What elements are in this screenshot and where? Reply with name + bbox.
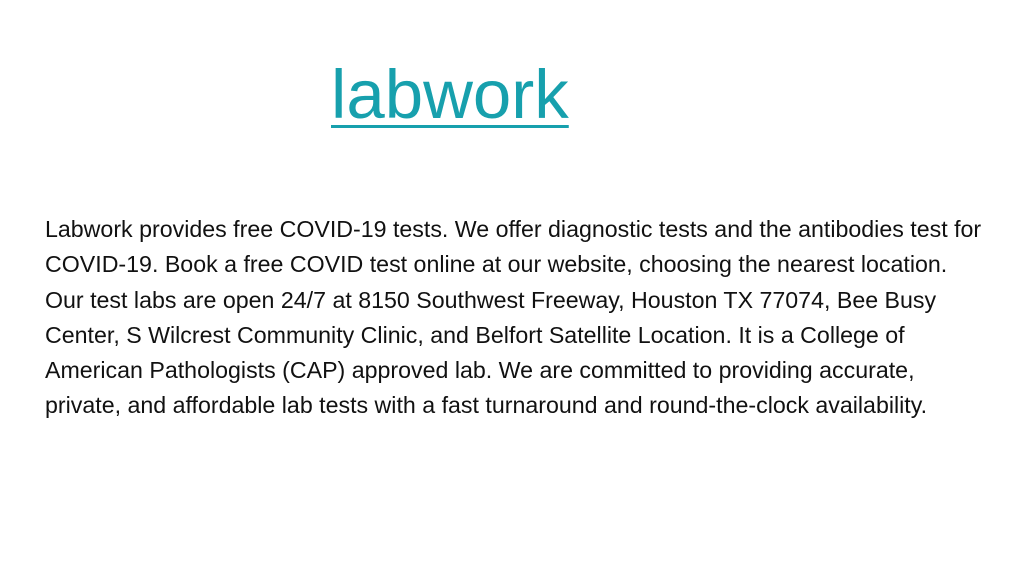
title-link[interactable]: labwork bbox=[331, 56, 569, 133]
body-paragraph: Labwork provides free COVID-19 tests. We offer diagnostic tests and the antibodies test for COVID-19. Book a free COVID test online at our website, choosing the nearest location. Our test labs are open 24/7 at 8150 Southwest Freeway, Houston TX 77074, Bee Busy Center, S Wilcrest Community Clinic, and Belfort Satellite Location. It is a College of American Pathologists (CAP) approved lab. We are committed to providing accurate, private, and affordable lab tests with a fast turnaround and round-the-clock availability. bbox=[45, 216, 982, 419]
